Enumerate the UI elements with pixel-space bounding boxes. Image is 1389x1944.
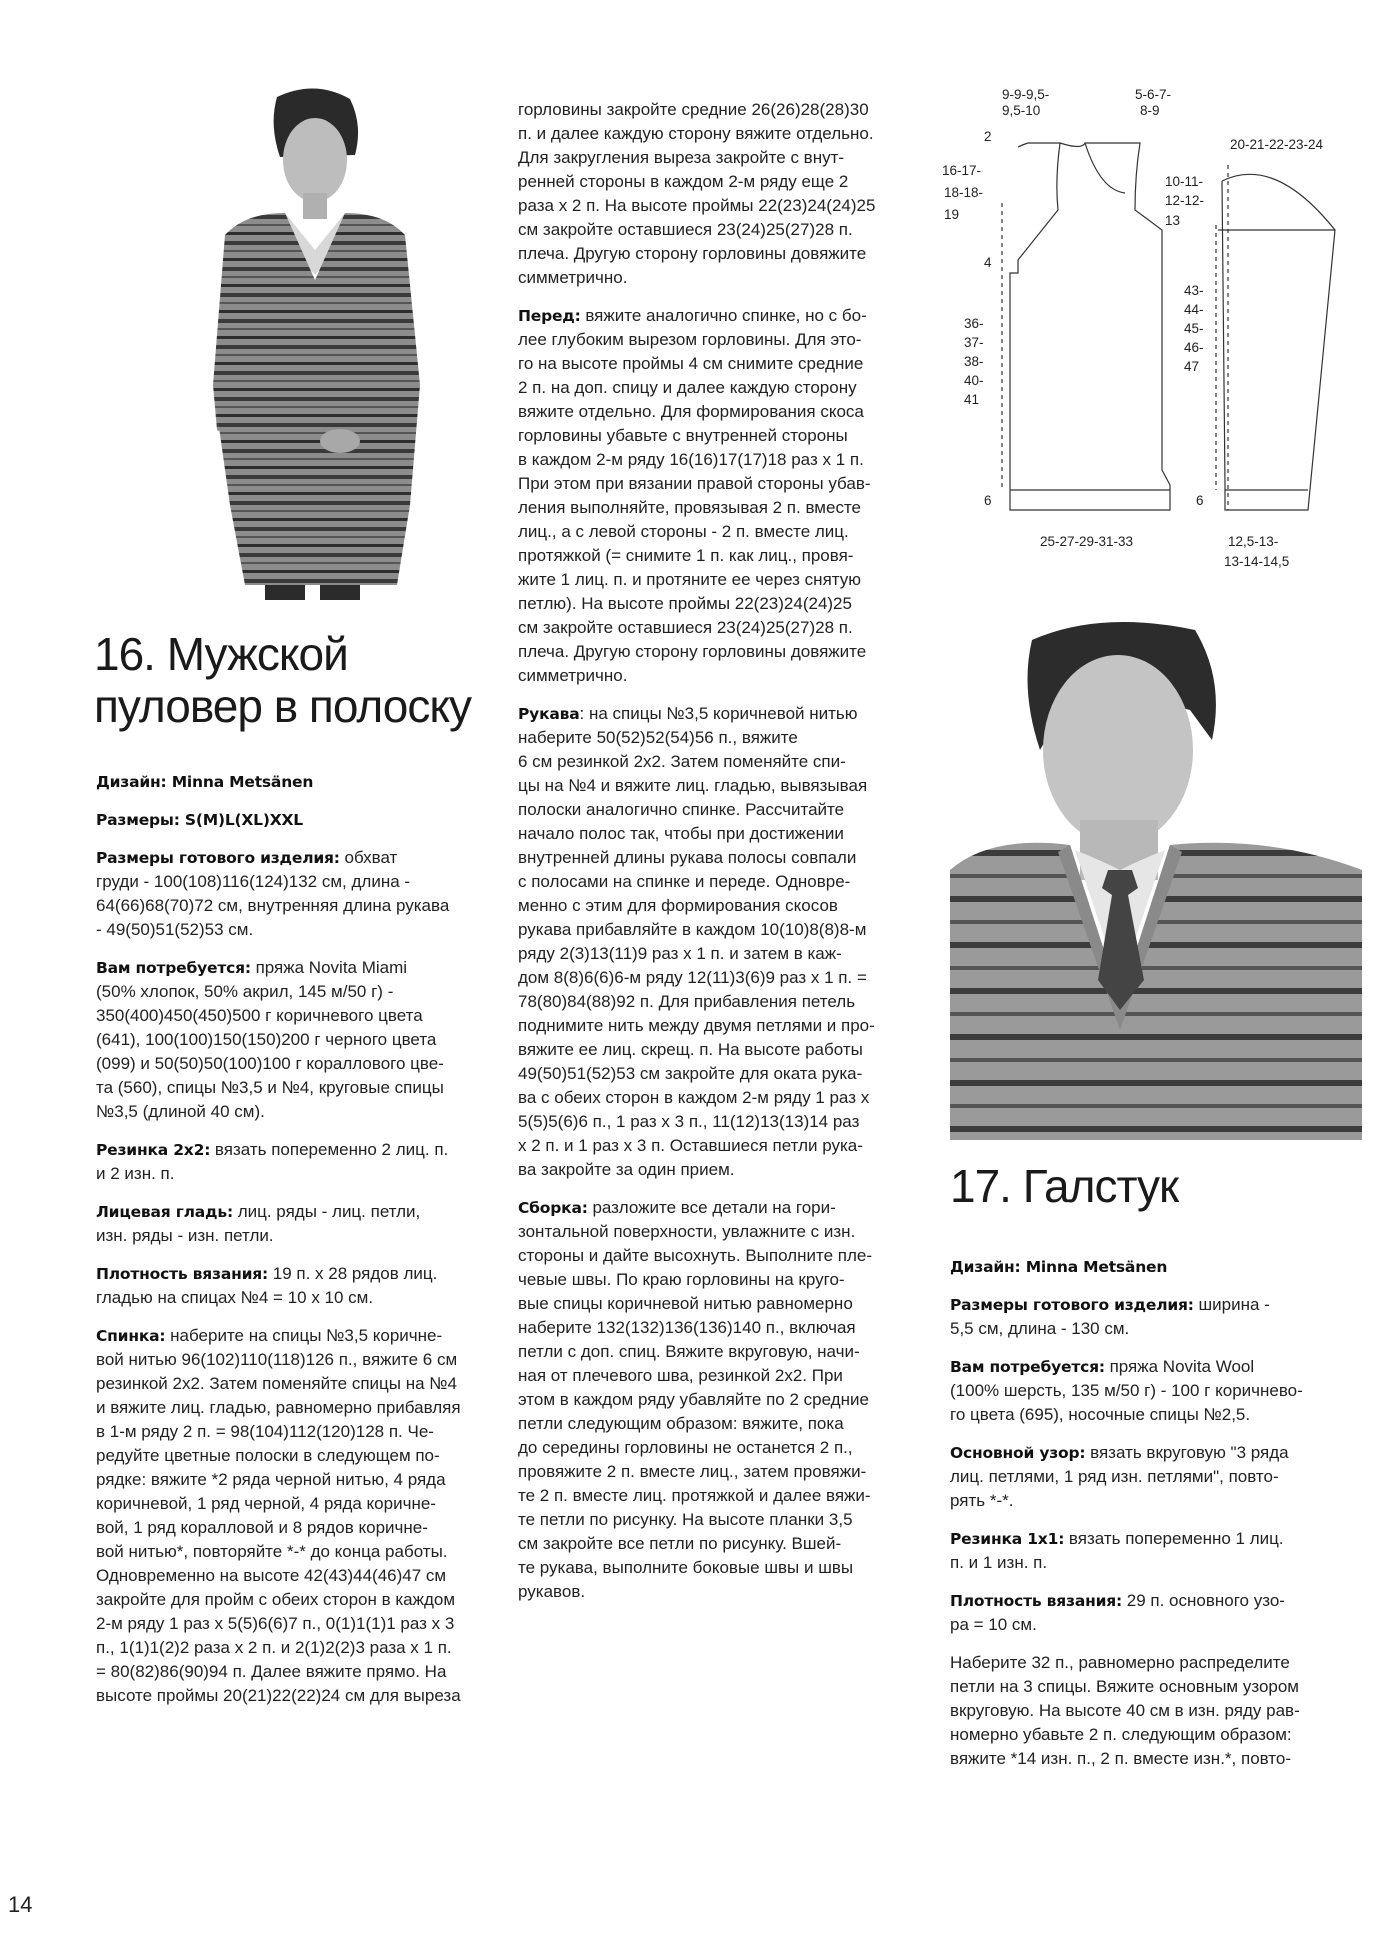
paragraph-line: (100% шерсть, 135 м/50 г) - 100 г коричнево- <box>950 1381 1303 1400</box>
paragraph-text: пряжа Novita Wool <box>1104 1357 1255 1376</box>
page-number: 14 <box>8 1892 33 1917</box>
paragraph-text: наберите на спицы №3,5 коричне- <box>165 1326 443 1345</box>
paragraph-line: = 80(82)86(90)94 п. Далее вяжите прямо. На <box>96 1662 447 1681</box>
paragraph-line <box>518 1196 928 1220</box>
pullover-title <box>94 628 471 732</box>
dim-armhole-1: 16-17- <box>942 163 982 178</box>
dim-body-1: 36- <box>964 316 984 331</box>
paragraph-keyword: Вам потребуется: <box>950 1358 1105 1376</box>
paragraph-text: : на спицы №3,5 коричневой нитью <box>579 704 858 723</box>
paragraph-line: вяжите отдельно. Для формирования скоса <box>518 402 864 421</box>
paragraph-line <box>96 1138 496 1162</box>
paragraph-line: чевые швы. По краю горловины на круго- <box>518 1270 845 1289</box>
paragraph-text: разложите все детали на гори- <box>587 1198 836 1217</box>
dim-rib-sleeve: 6 <box>1196 493 1204 508</box>
paragraph-line: поднимите нить между двумя петлями и про- <box>518 1016 875 1035</box>
paragraph-line: вяжите *14 изн. п., 2 п. вместе изн.*, повто- <box>950 1749 1292 1768</box>
paragraph-line: провяжите 2 п. вместе лиц., затем провяжи- <box>518 1462 867 1481</box>
paragraph-line: вой нитью 96(102)110(118)126 п., вяжите 6 см <box>96 1350 458 1369</box>
paragraph-line: ва с обеих сторон в каждом 2-м ряду 1 раз х <box>518 1088 870 1107</box>
paragraph-line: вкруговую. На высоте 40 см в изн. ряду рав- <box>950 1701 1300 1720</box>
dim-front-neck: 4 <box>984 255 992 270</box>
paragraph-line: петлю). На высоте проймы 22(23)24(24)25 <box>518 594 852 613</box>
paragraph-text: обхват <box>339 848 398 867</box>
paragraph-line: гладью на спицах №4 = 10 х 10 см. <box>96 1288 374 1307</box>
paragraph <box>950 1255 1370 1279</box>
paragraph-line: Для закругления выреза закройте с внут- <box>518 148 845 167</box>
paragraph-line: те рукава, выполните боковые швы и швы <box>518 1558 854 1577</box>
paragraph-line: те петли по рисунку. На высоте планки 3,5 <box>518 1510 853 1529</box>
paragraph-line: ва закройте за один прием. <box>518 1160 735 1179</box>
dim-armhole-3: 19 <box>944 207 960 222</box>
paragraph-line: раза х 2 п. На высоте проймы 22(23)24(24)25 <box>518 196 876 215</box>
paragraph-line: вой, 1 ряд коралловой и 8 рядов коричне- <box>96 1518 428 1537</box>
paragraph-line: ная от плечевого шва, резинкой 2x2. При <box>518 1366 843 1385</box>
paragraph-keyword: Размеры готового изделия: <box>96 849 340 867</box>
paragraph-line: резинкой 2x2. Затем поменяйте спицы на №4 <box>96 1374 457 1393</box>
paragraph-line: груди - 100(108)116(124)132 см, длина - <box>96 872 411 891</box>
paragraph-line: дом 8(8)6(6)6-м ряду 12(11)3(6)9 раз х 1 п. = <box>518 968 867 987</box>
dim-body-3: 38- <box>964 354 984 369</box>
pullover-design: Дизайн: Minna Metsänen <box>96 773 314 791</box>
dim-armhole-2: 18-18- <box>944 185 984 200</box>
pullover-column-2 <box>518 98 928 1618</box>
paragraph-line: Наберите 32 п., равномерно распределите <box>950 1653 1290 1672</box>
paragraph-line <box>950 1355 1370 1379</box>
paragraph-keyword: Перед: <box>518 307 581 325</box>
paragraph-line: зонтальной поверхности, увлажните с изн. <box>518 1222 856 1241</box>
paragraph-line: симметрично. <box>518 666 628 685</box>
pullover-model-photo <box>185 85 440 600</box>
paragraph-keyword: Лицевая гладь: <box>96 1203 233 1221</box>
paragraph <box>96 1324 496 1708</box>
paragraph <box>96 1200 496 1248</box>
paragraph-line: лее глубоким вырезом горловины. Для это- <box>518 330 862 349</box>
paragraph-line: го на высоте проймы 4 см снимите средние <box>518 354 864 373</box>
paragraph-line: высоте проймы 20(21)22(22)24 см для выреза <box>96 1686 461 1705</box>
paragraph <box>518 702 928 1182</box>
paragraph-line <box>950 1255 1370 1279</box>
paragraph <box>950 1589 1370 1637</box>
pullover-column-1 <box>96 770 496 1722</box>
paragraph-line: рять *-*. <box>950 1491 1014 1510</box>
paragraph-line: редуйте цветные полоски в следующем по- <box>96 1446 440 1465</box>
paragraph-line: ренней стороны в каждом 2-м ряду еще 2 <box>518 172 849 191</box>
paragraph-line: коричневой, 1 ряд черной, 4 ряда коричне- <box>96 1494 436 1513</box>
paragraph-line: п. и далее каждую сторону вяжите отдельно. <box>518 124 874 143</box>
paragraph <box>518 98 928 290</box>
pullover-col2-body <box>518 98 928 1604</box>
dim-sleeve-5: 47 <box>1184 359 1200 374</box>
paragraph-line: плеча. Другую сторону горловины довяжите <box>518 642 867 661</box>
paragraph-line: петли с доп. спиц. Вяжите вкруговую, начи- <box>518 1342 860 1361</box>
paragraph-line <box>96 846 496 870</box>
paragraph-line: п. и 1 изн. п. <box>950 1553 1048 1572</box>
paragraph-line: те 2 п. вместе лиц. протяжкой и далее вяжи- <box>518 1486 871 1505</box>
paragraph-line: и 2 изн. п. <box>96 1164 175 1183</box>
paragraph-line: 5,5 см, длина - 130 см. <box>950 1319 1130 1338</box>
dim-cap-2: 12-12- <box>1165 193 1205 208</box>
paragraph <box>96 956 496 1124</box>
paragraph-line: рядке: вяжите *2 ряда черной нитью, 4 ряда <box>96 1470 446 1489</box>
paragraph-line <box>950 1293 1370 1317</box>
paragraph-line: жите 1 лиц. п. и протяните ее через снятую <box>518 570 861 589</box>
paragraph-line: плеча. Другую сторону горловины довяжите <box>518 244 867 263</box>
paragraph-text: пряжа Novita Miami <box>250 958 408 977</box>
paragraph-line: рукавов. <box>518 1582 586 1601</box>
paragraph-text: лиц. ряды - лиц. петли, <box>232 1202 421 1221</box>
pullover-title-line1: 16. Мужской <box>94 628 348 680</box>
paragraph-line: та (560), спицы №3,5 и №4, круговые спицы <box>96 1078 444 1097</box>
paragraph <box>950 1441 1370 1513</box>
paragraph-line: вяжите ее лиц. скрещ. п. На высоте работы <box>518 1040 863 1059</box>
paragraph-line <box>96 956 496 980</box>
paragraph-text: ширина - <box>1193 1295 1270 1314</box>
paragraph-line: наберите 132(132)136(136)140 п., включая <box>518 1318 856 1337</box>
paragraph-line: см закройте все петли по рисунку. Вшей- <box>518 1534 842 1553</box>
dim-sleeve-width-1: 12,5-13- <box>1228 534 1279 549</box>
pullover-schematic <box>940 85 1380 585</box>
paragraph-line: и вяжите лиц. гладью, равномерно прибавляя <box>96 1398 461 1417</box>
paragraph <box>518 1196 928 1604</box>
paragraph-line: 49(50)51(52)53 см закройте для оката рука- <box>518 1064 863 1083</box>
paragraph-line: цы на №4 и вяжите лиц. гладью, вывязывая <box>518 776 868 795</box>
paragraph-line <box>518 304 928 328</box>
paragraph-keyword: Плотность вязания: <box>96 1265 269 1283</box>
paragraph-line: номерно убавьте 2 п. следующим образом: <box>950 1725 1292 1744</box>
tie-model-photo <box>950 620 1362 1140</box>
paragraph-keyword: Дизайн: Minna Metsänen <box>950 1258 1168 1276</box>
dim-top-shoulder-1: 5-6-7- <box>1135 87 1172 102</box>
paragraph-line: закройте для пройм с обеих сторон в каждом <box>96 1590 456 1609</box>
dim-sleeve-2: 44- <box>1184 302 1204 317</box>
paragraph <box>518 304 928 688</box>
paragraph <box>950 1293 1370 1341</box>
paragraph <box>950 1651 1370 1771</box>
paragraph-line: х 2 п. и 1 раз х 3 п. Оставшиеся петли рука- <box>518 1136 863 1155</box>
dim-cap-1: 10-11- <box>1165 174 1204 189</box>
paragraph-line: 2-м ряду 1 раз х 5(5)6(6)7 п., 0(1)1(1)1 раз х 3 <box>96 1614 455 1633</box>
paragraph-keyword: Рукава <box>518 705 580 723</box>
paragraph-line: в каждом 2-м ряду 16(16)17(17)18 раз х 1 п. <box>518 450 864 469</box>
paragraph <box>96 1262 496 1310</box>
paragraph-line: горловины убавьте с внутренней стороны <box>518 426 848 445</box>
paragraph-line: протяжкой (= снимите 1 п. как лиц., провя- <box>518 546 854 565</box>
paragraph-line: лиц. петлями, 1 ряд изн. петлями", повто- <box>950 1467 1279 1486</box>
paragraph-line <box>96 1324 496 1348</box>
paragraph-line: начало полос так, чтобы при достижении <box>518 824 844 843</box>
paragraph-keyword: Резинка 2x2: <box>96 1141 211 1159</box>
paragraph-line: этом в каждом ряду убавляйте по 2 средние <box>518 1390 869 1409</box>
paragraph-line: ряду 2(3)13(11)9 раз х 1 п. и затем в каж- <box>518 944 842 963</box>
dim-top-neck-2: 9,5-10 <box>1002 103 1041 118</box>
paragraph-line: п., 1(1)1(2)2 раза х 2 п. и 2(1)2(2)3 раза х 1 п. <box>96 1638 452 1657</box>
paragraph-line <box>950 1441 1370 1465</box>
paragraph-keyword: Сборка: <box>518 1199 588 1217</box>
paragraph-line: в 1-м ряду 2 п. = 98(104)112(120)128 п. Че- <box>96 1422 434 1441</box>
pullover-col1-body <box>96 846 496 1708</box>
dim-top-shoulder-2: 8-9 <box>1140 103 1160 118</box>
tie-title: 17. Галстук <box>950 1160 1179 1212</box>
paragraph-keyword: Плотность вязания: <box>950 1592 1123 1610</box>
pullover-sizes: Размеры: S(M)L(XL)XXL <box>96 811 303 829</box>
dim-sleeve-3: 45- <box>1184 321 1204 336</box>
paragraph-line: 6 см резинкой 2x2. Затем поменяйте спи- <box>518 752 846 771</box>
paragraph-line: полоски аналогично спинке. Рассчитайте <box>518 800 845 819</box>
paragraph-text: вязать вкруговую "3 ряда <box>1085 1443 1289 1462</box>
paragraph-line: Одновременно на высоте 42(43)44(46)47 см <box>96 1566 447 1585</box>
paragraph-line <box>518 702 928 726</box>
paragraph-line: 64(66)68(70)72 см, внутренняя длина рукава <box>96 896 450 915</box>
tie-body <box>950 1255 1370 1771</box>
paragraph-line: 78(80)84(88)92 п. Для прибавления петель <box>518 992 856 1011</box>
paragraph-line: петли следующим образом: вяжите, пока <box>518 1414 844 1433</box>
dim-body-4: 40- <box>964 373 984 388</box>
paragraph-line: изн. ряды - изн. петли. <box>96 1226 274 1245</box>
paragraph-line: горловины закройте средние 26(26)28(28)30 <box>518 100 869 119</box>
paragraph-text: 19 п. х 28 рядов лиц. <box>268 1264 438 1283</box>
paragraph <box>96 1138 496 1186</box>
paragraph-line: 350(400)450(450)500 г коричневого цвета <box>96 1006 423 1025</box>
paragraph-line <box>950 1527 1370 1551</box>
paragraph-line: симметрично. <box>518 268 628 287</box>
paragraph-line: (50% хлопок, 50% акрил, 145 м/50 г) - <box>96 982 394 1001</box>
paragraph-keyword: Вам потребуется: <box>96 959 251 977</box>
dim-sleeve-1: 43- <box>1184 283 1204 298</box>
dim-width-body: 25-27-29-31-33 <box>1040 534 1134 549</box>
paragraph-keyword: Основной узор: <box>950 1444 1086 1462</box>
paragraph-line <box>96 1262 496 1286</box>
dim-sleeve-4: 46- <box>1184 340 1204 355</box>
paragraph-text: вязать попеременно 1 лиц. <box>1064 1529 1284 1548</box>
dim-sleeve-width-2: 13-14-14,5 <box>1224 554 1290 569</box>
paragraph-keyword: Резинка 1x1: <box>950 1530 1065 1548</box>
paragraph-line: до середины горловины не останется 2 п., <box>518 1438 853 1457</box>
paragraph-line: (099) и 50(50)50(100)100 г кораллового цве- <box>96 1054 444 1073</box>
dim-rib-body: 6 <box>984 493 992 508</box>
paragraph-line: наберите 50(52)52(54)56 п., вяжите <box>518 728 798 747</box>
paragraph-keyword: Размеры готового изделия: <box>950 1296 1194 1314</box>
paragraph-text: вязать попеременно 2 лиц. п. <box>210 1140 449 1159</box>
paragraph-line: см закройте оставшиеся 23(24)25(27)28 п. <box>518 220 853 239</box>
paragraph-line: вые спицы коричневой нитью равномерно <box>518 1294 853 1313</box>
paragraph-line: - 49(50)51(52)53 см. <box>96 920 254 939</box>
paragraph <box>950 1355 1370 1427</box>
paragraph-line: петли на 3 спицы. Вяжите основным узором <box>950 1677 1299 1696</box>
paragraph-line: рукава прибавляйте в каждом 10(10)8(8)8-м <box>518 920 867 939</box>
dim-body-5: 41 <box>964 392 980 407</box>
paragraph-line <box>950 1589 1370 1613</box>
dim-sleeve-top: 20-21-22-23-24 <box>1230 137 1324 152</box>
dim-neck-depth: 2 <box>984 129 992 144</box>
paragraph-line: (641), 100(100)150(150)200 г черного цвета <box>96 1030 437 1049</box>
paragraph-line: внутренней длины рукава полосы совпали <box>518 848 857 867</box>
paragraph-line: стороны и дайте высохнуть. Выполните пле- <box>518 1246 872 1265</box>
tie-column <box>950 1255 1370 1785</box>
pullover-title-line2: пуловер в полоску <box>94 680 471 732</box>
paragraph-text: вяжите аналогично спинке, но с бо- <box>580 306 867 325</box>
paragraph-line: 5(5)5(6)6 п., 1 раз х 3 п., 11(12)13(13)14 раз <box>518 1112 860 1131</box>
paragraph-text: 29 п. основного узо- <box>1122 1591 1285 1610</box>
dim-top-neck-1: 9-9-9,5- <box>1002 87 1050 102</box>
paragraph-line: лиц., а с левой стороны - 2 п. вместе лиц. <box>518 522 849 541</box>
dim-body-2: 37- <box>964 335 984 350</box>
paragraph-line: ления выполняйте, провязывая 2 п. вместе <box>518 498 861 517</box>
paragraph-line: менно с этим для формирования скосов <box>518 896 838 915</box>
paragraph-line: см закройте оставшиеся 23(24)25(27)28 п. <box>518 618 853 637</box>
paragraph-keyword: Спинка: <box>96 1327 166 1345</box>
paragraph-line: При этом при вязании правой стороны убав- <box>518 474 871 493</box>
paragraph-line: 2 п. на доп. спицу и далее каждую сторону <box>518 378 857 397</box>
paragraph-line: с полосами на спинке и переде. Одновре- <box>518 872 851 891</box>
paragraph-line: №3,5 (длиной 40 см). <box>96 1102 265 1121</box>
paragraph-line: го цвета (695), носочные спицы №2,5. <box>950 1405 1251 1424</box>
paragraph <box>950 1527 1370 1575</box>
paragraph-line: вой нитью*, повторяйте *-* до конца работы. <box>96 1542 448 1561</box>
paragraph-line <box>96 1200 496 1224</box>
paragraph-line: ра = 10 см. <box>950 1615 1037 1634</box>
paragraph <box>96 846 496 942</box>
dim-cap-3: 13 <box>1165 213 1181 228</box>
